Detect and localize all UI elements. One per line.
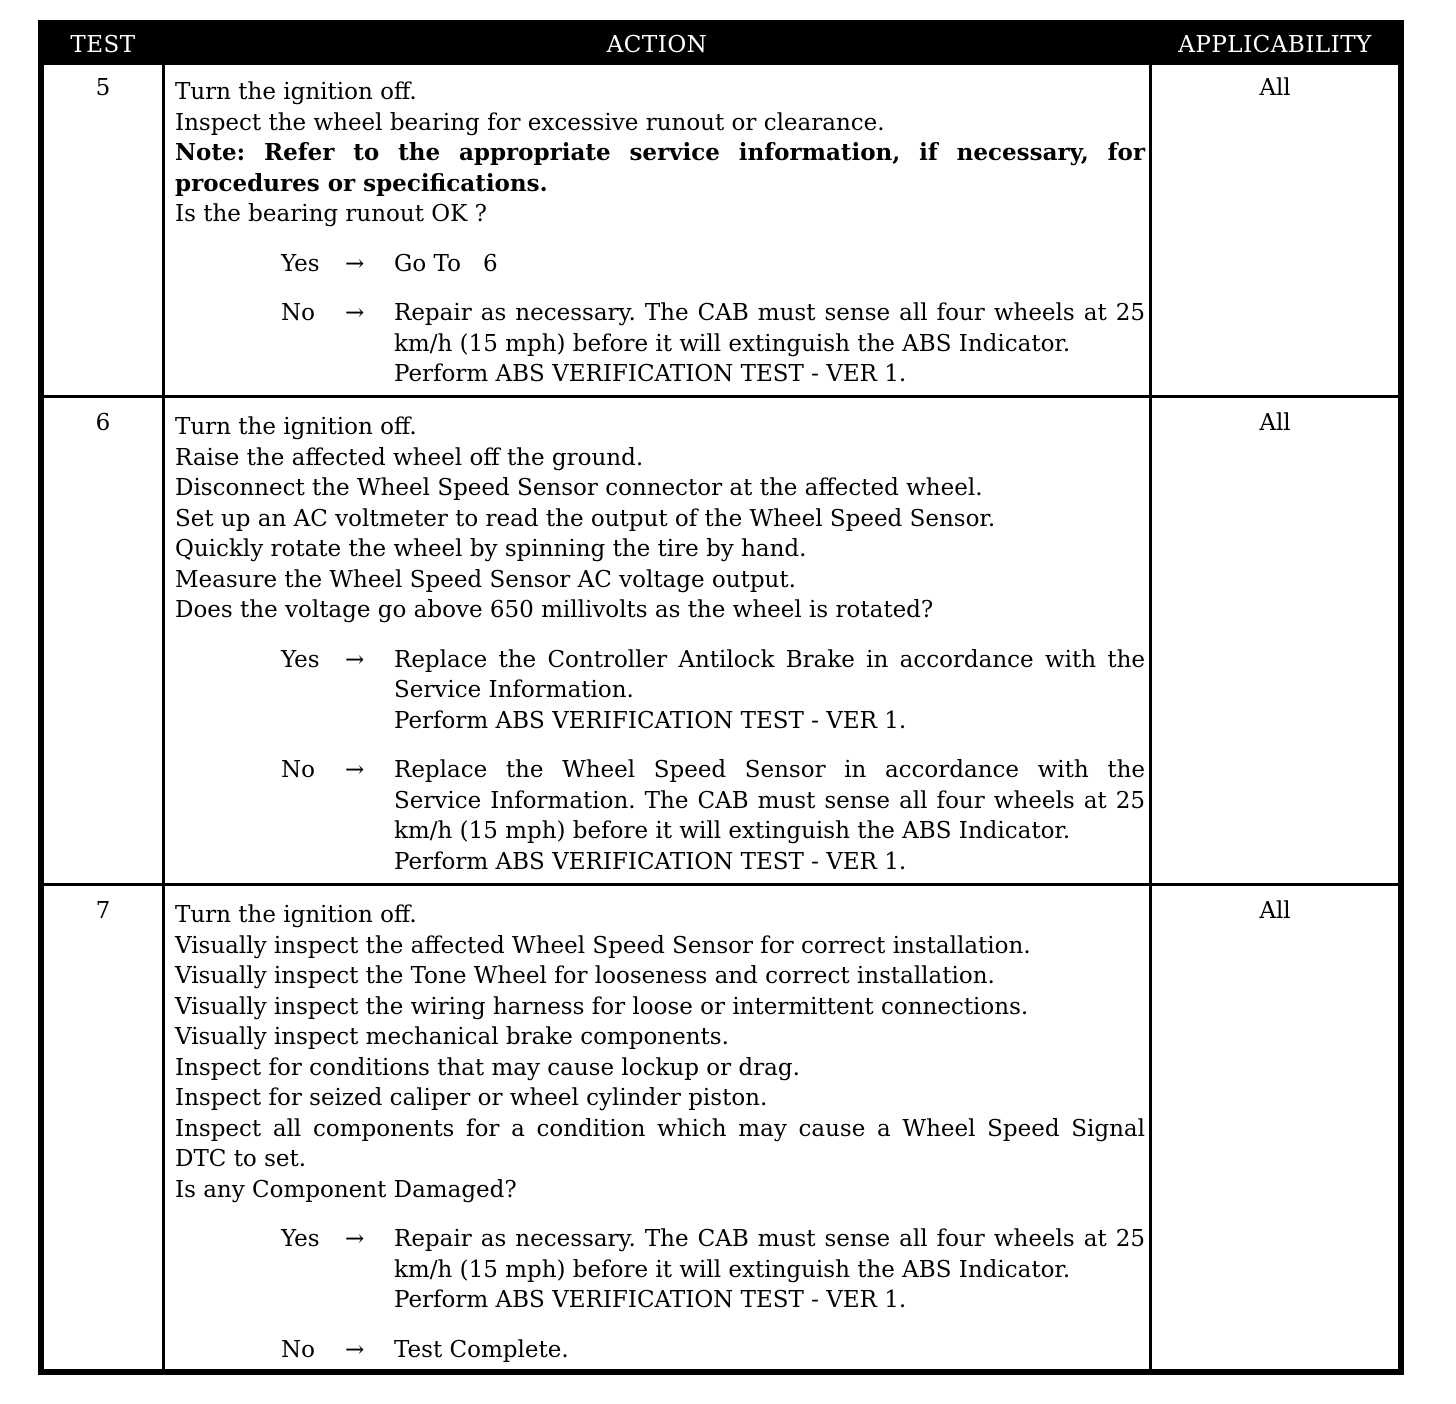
no-result: Repair as necessary. The CAB must sense all four wheels at 25 km/h (15 mph) before it will extinguish the ABS Indicator.	[394, 300, 1145, 357]
action-line: Disconnect the Wheel Speed Sensor connector at the affected wheel.	[175, 475, 983, 501]
no-perform: Perform ABS VERIFICATION TEST - VER 1.	[394, 848, 907, 875]
action-line: Turn the ignition off.	[175, 414, 417, 440]
no-option	[175, 298, 1145, 390]
header-applicability: APPLICABILITY	[1178, 32, 1372, 58]
action-line: Turn the ignition off.	[175, 79, 417, 105]
test-number: 5	[95, 75, 111, 101]
no-result: Test Complete.	[394, 1336, 569, 1363]
arrow-icon: →	[345, 757, 365, 783]
header-test: TEST	[70, 32, 136, 58]
test-number: 6	[95, 410, 111, 436]
diagnostic-test-table	[38, 20, 1404, 1375]
yes-label: Yes	[281, 250, 320, 277]
goto-target: 6	[482, 250, 498, 277]
action-line: Visually inspect the affected Wheel Speed Sensor for correct installation.	[175, 932, 1031, 959]
action-line: Measure the Wheel Speed Sensor AC voltage output.	[175, 566, 796, 593]
yes-label: Yes	[281, 1226, 320, 1252]
question-text: Is the bearing runout OK ?	[175, 201, 487, 227]
yes-option	[175, 249, 1145, 280]
applicability-value: All	[1259, 410, 1291, 436]
arrow-icon: →	[345, 250, 365, 277]
no-label: No	[281, 300, 315, 326]
column-divider	[162, 65, 165, 1369]
applicability-value: All	[1259, 898, 1291, 924]
column-divider	[1149, 65, 1152, 1369]
action-line: Turn the ignition off.	[175, 902, 417, 928]
no-perform: Perform ABS VERIFICATION TEST - VER 1.	[394, 361, 907, 387]
yes-result: Repair as necessary. The CAB must sense all four wheels at 25 km/h (15 mph) before it will extinguish the ABS Indicator.	[394, 1226, 1145, 1283]
row-divider	[44, 395, 1398, 398]
yes-option	[175, 1224, 1145, 1316]
row-divider	[44, 883, 1398, 886]
yes-perform: Perform ABS VERIFICATION TEST - VER 1.	[394, 1287, 907, 1313]
action-line: Inspect all components for a condition which may cause a Wheel Speed Signal DTC to set.	[175, 1115, 1145, 1172]
action-line: Raise the affected wheel off the ground.	[175, 444, 644, 471]
no-result: Replace the Wheel Speed Sensor in accordance with the Service Information. The CAB must sense all four wheels at 25 km/h (15 mph) before it will extinguish the ABS Indicator.	[394, 757, 1145, 844]
yes-perform: Perform ABS VERIFICATION TEST - VER 1.	[394, 707, 907, 734]
yes-option	[175, 645, 1145, 737]
header-action: ACTION	[606, 32, 708, 58]
note-text: Note: Refer to the appropriate service information, if necessary, for procedures or specifications.	[175, 139, 1145, 197]
action-line: Quickly rotate the wheel by spinning the tire by hand.	[175, 536, 807, 562]
table-header	[44, 26, 1398, 65]
action-cell	[175, 412, 1145, 877]
no-label: No	[281, 1336, 315, 1363]
no-option	[175, 755, 1145, 877]
no-option	[175, 1335, 1145, 1366]
arrow-icon: →	[345, 1226, 365, 1252]
action-cell	[175, 77, 1145, 390]
yes-label: Yes	[281, 646, 320, 673]
action-line: Inspect for seized caliper or wheel cylinder piston.	[175, 1085, 768, 1111]
arrow-icon: →	[345, 300, 365, 326]
action-line: Visually inspect the Tone Wheel for looseness and correct installation.	[175, 963, 995, 989]
yes-result: Replace the Controller Antilock Brake in accordance with the Service Information.	[394, 646, 1145, 703]
action-line: Visually inspect mechanical brake components.	[175, 1024, 729, 1050]
arrow-icon: →	[345, 646, 365, 673]
action-line: Visually inspect the wiring harness for loose or intermittent connections.	[175, 993, 1029, 1020]
test-number: 7	[95, 898, 111, 924]
question-text: Does the voltage go above 650 millivolts as the wheel is rotated?	[175, 597, 934, 623]
action-line: Set up an AC voltmeter to read the output of the Wheel Speed Sensor.	[175, 505, 996, 532]
goto-text: Go To	[394, 250, 461, 277]
applicability-value: All	[1259, 75, 1291, 101]
action-cell	[175, 900, 1145, 1365]
question-text: Is any Component Damaged?	[175, 1176, 517, 1203]
arrow-icon: →	[345, 1336, 365, 1363]
action-line: Inspect for conditions that may cause lockup or drag.	[175, 1054, 800, 1081]
action-line: Inspect the wheel bearing for excessive runout or clearance.	[175, 109, 885, 136]
no-label: No	[281, 757, 315, 783]
